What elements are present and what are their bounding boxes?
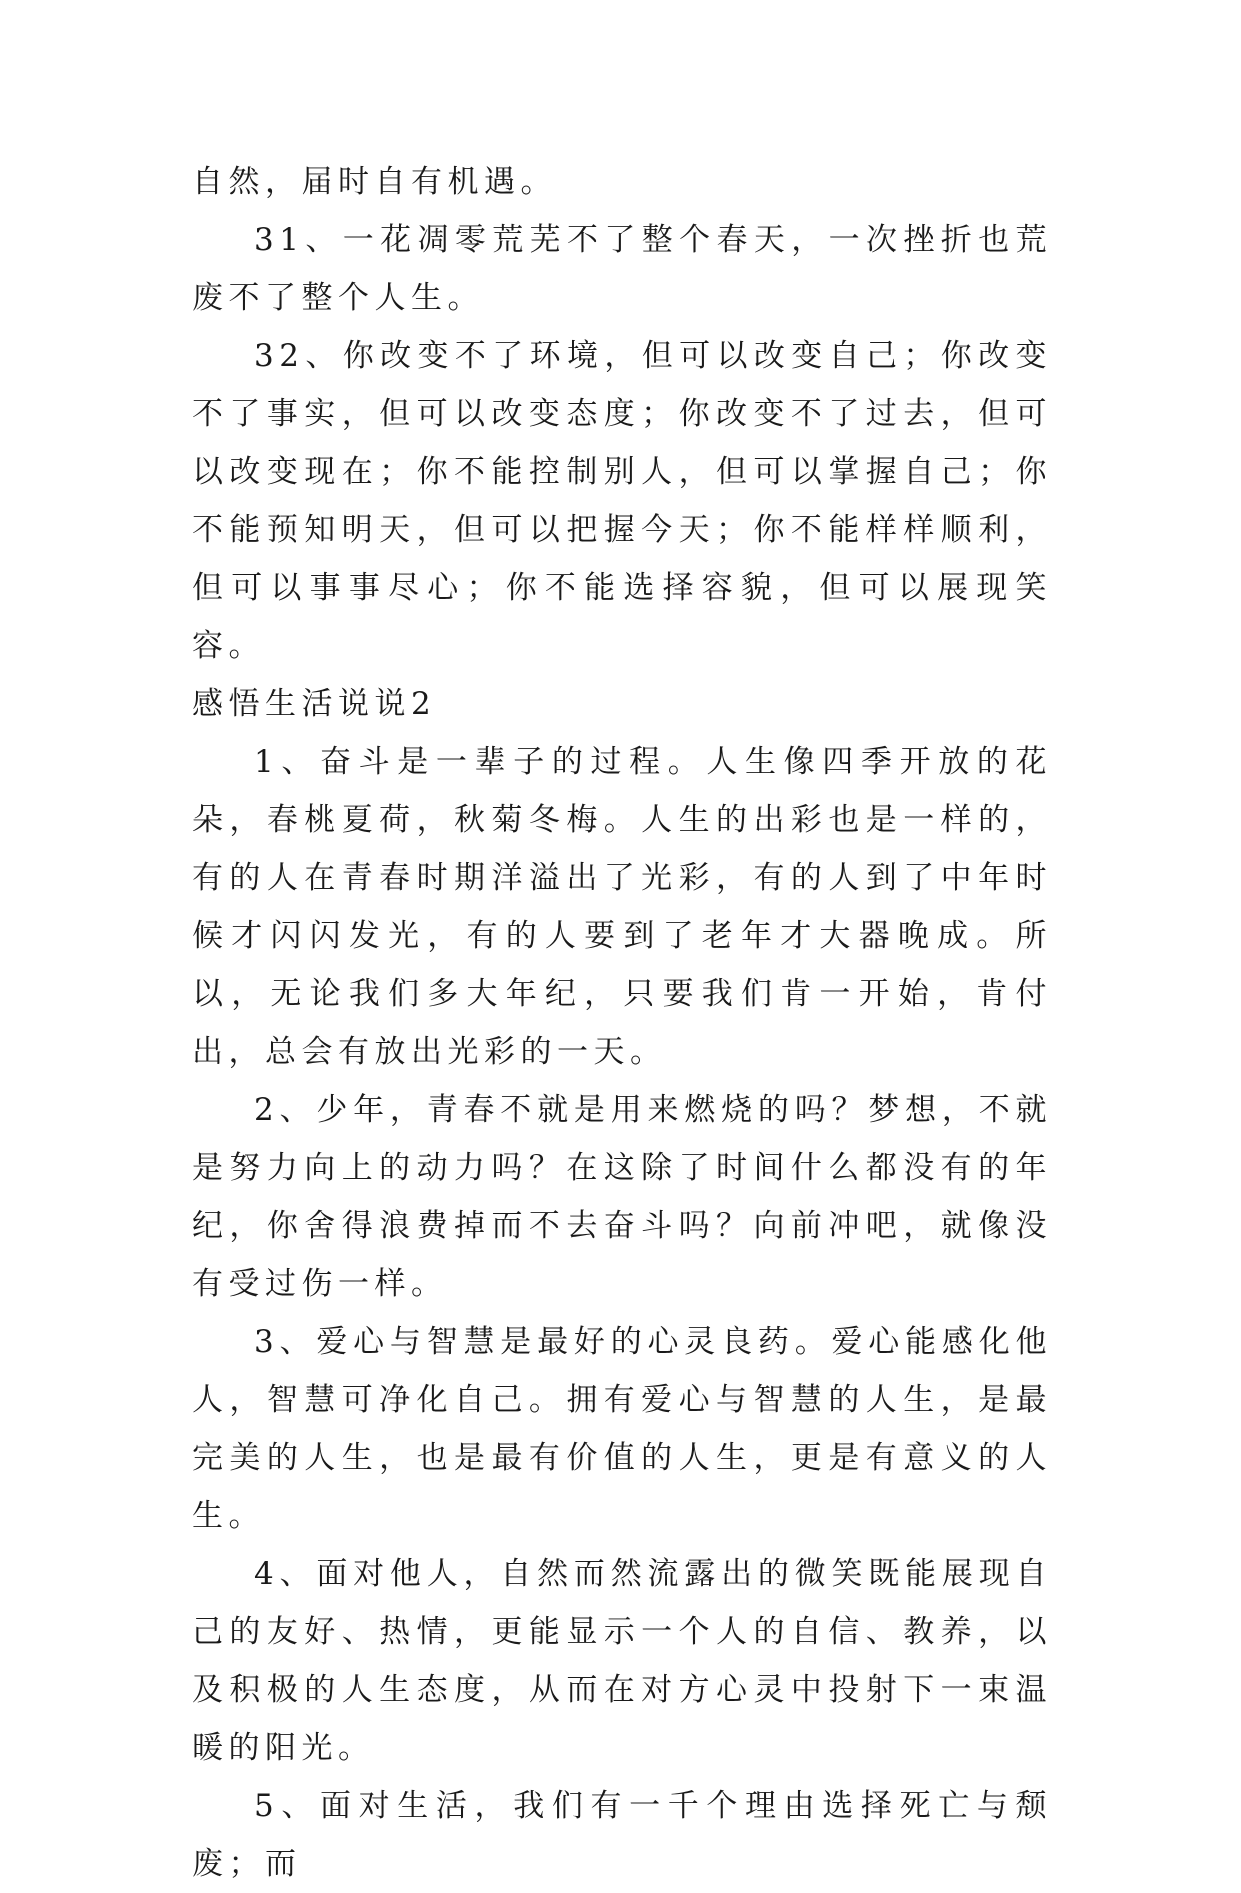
paragraph-item-3: 3、爱心与智慧是最好的心灵良药。爱心能感化他人，智慧可净化自己。拥有爱心与智慧的人生，是最完美的人生，也是最有价值的人生，更是有意义的人生。 <box>192 1324 1052 1534</box>
paragraph-item-2: 2、少年，青春不就是用来燃烧的吗？梦想，不就是努力向上的动力吗？在这除了时间什么都没有的年纪，你舍得浪费掉而不去奋斗吗？向前冲吧，就像没有受过伤一样。 <box>192 1092 1052 1302</box>
paragraph-item-5: 5、面对生活，我们有一千个理由选择死亡与颓废；而 <box>192 1788 1052 1882</box>
paragraph-item-32: 32、你改变不了环境，但可以改变自己；你改变不了事实，但可以改变态度；你改变不了过去，但可以改变现在；你不能控制别人，但可以掌握自己；你不能预知明天，但可以把握今天；你不能样样顺利，但可以事事尽心；你不能选择容貌，但可以展现笑容。 <box>192 338 1052 664</box>
paragraph-item-4: 4、面对他人，自然而然流露出的微笑既能展现自己的友好、热情，更能显示一个人的自信、教养，以及积极的人生态度，从而在对方心灵中投射下一束温暖的阳光。 <box>192 1556 1052 1766</box>
paragraph-item-31: 31、一花凋零荒芜不了整个春天，一次挫折也荒废不了整个人生。 <box>192 222 1052 316</box>
paragraph-item-1: 1、奋斗是一辈子的过程。人生像四季开放的花朵，春桃夏荷，秋菊冬梅。人生的出彩也是一样的，有的人在青春时期洋溢出了光彩，有的人到了中年时候才闪闪发光，有的人要到了老年才大器晚成。所以，无论我们多大年纪，只要我们肯一开始，肯付出，总会有放出光彩的一天。 <box>192 744 1052 1070</box>
paragraph-continuation: 自然，届时自有机遇。 <box>192 164 557 200</box>
section-heading: 感悟生活说说2 <box>192 686 437 722</box>
document-body <box>192 153 1052 1893</box>
